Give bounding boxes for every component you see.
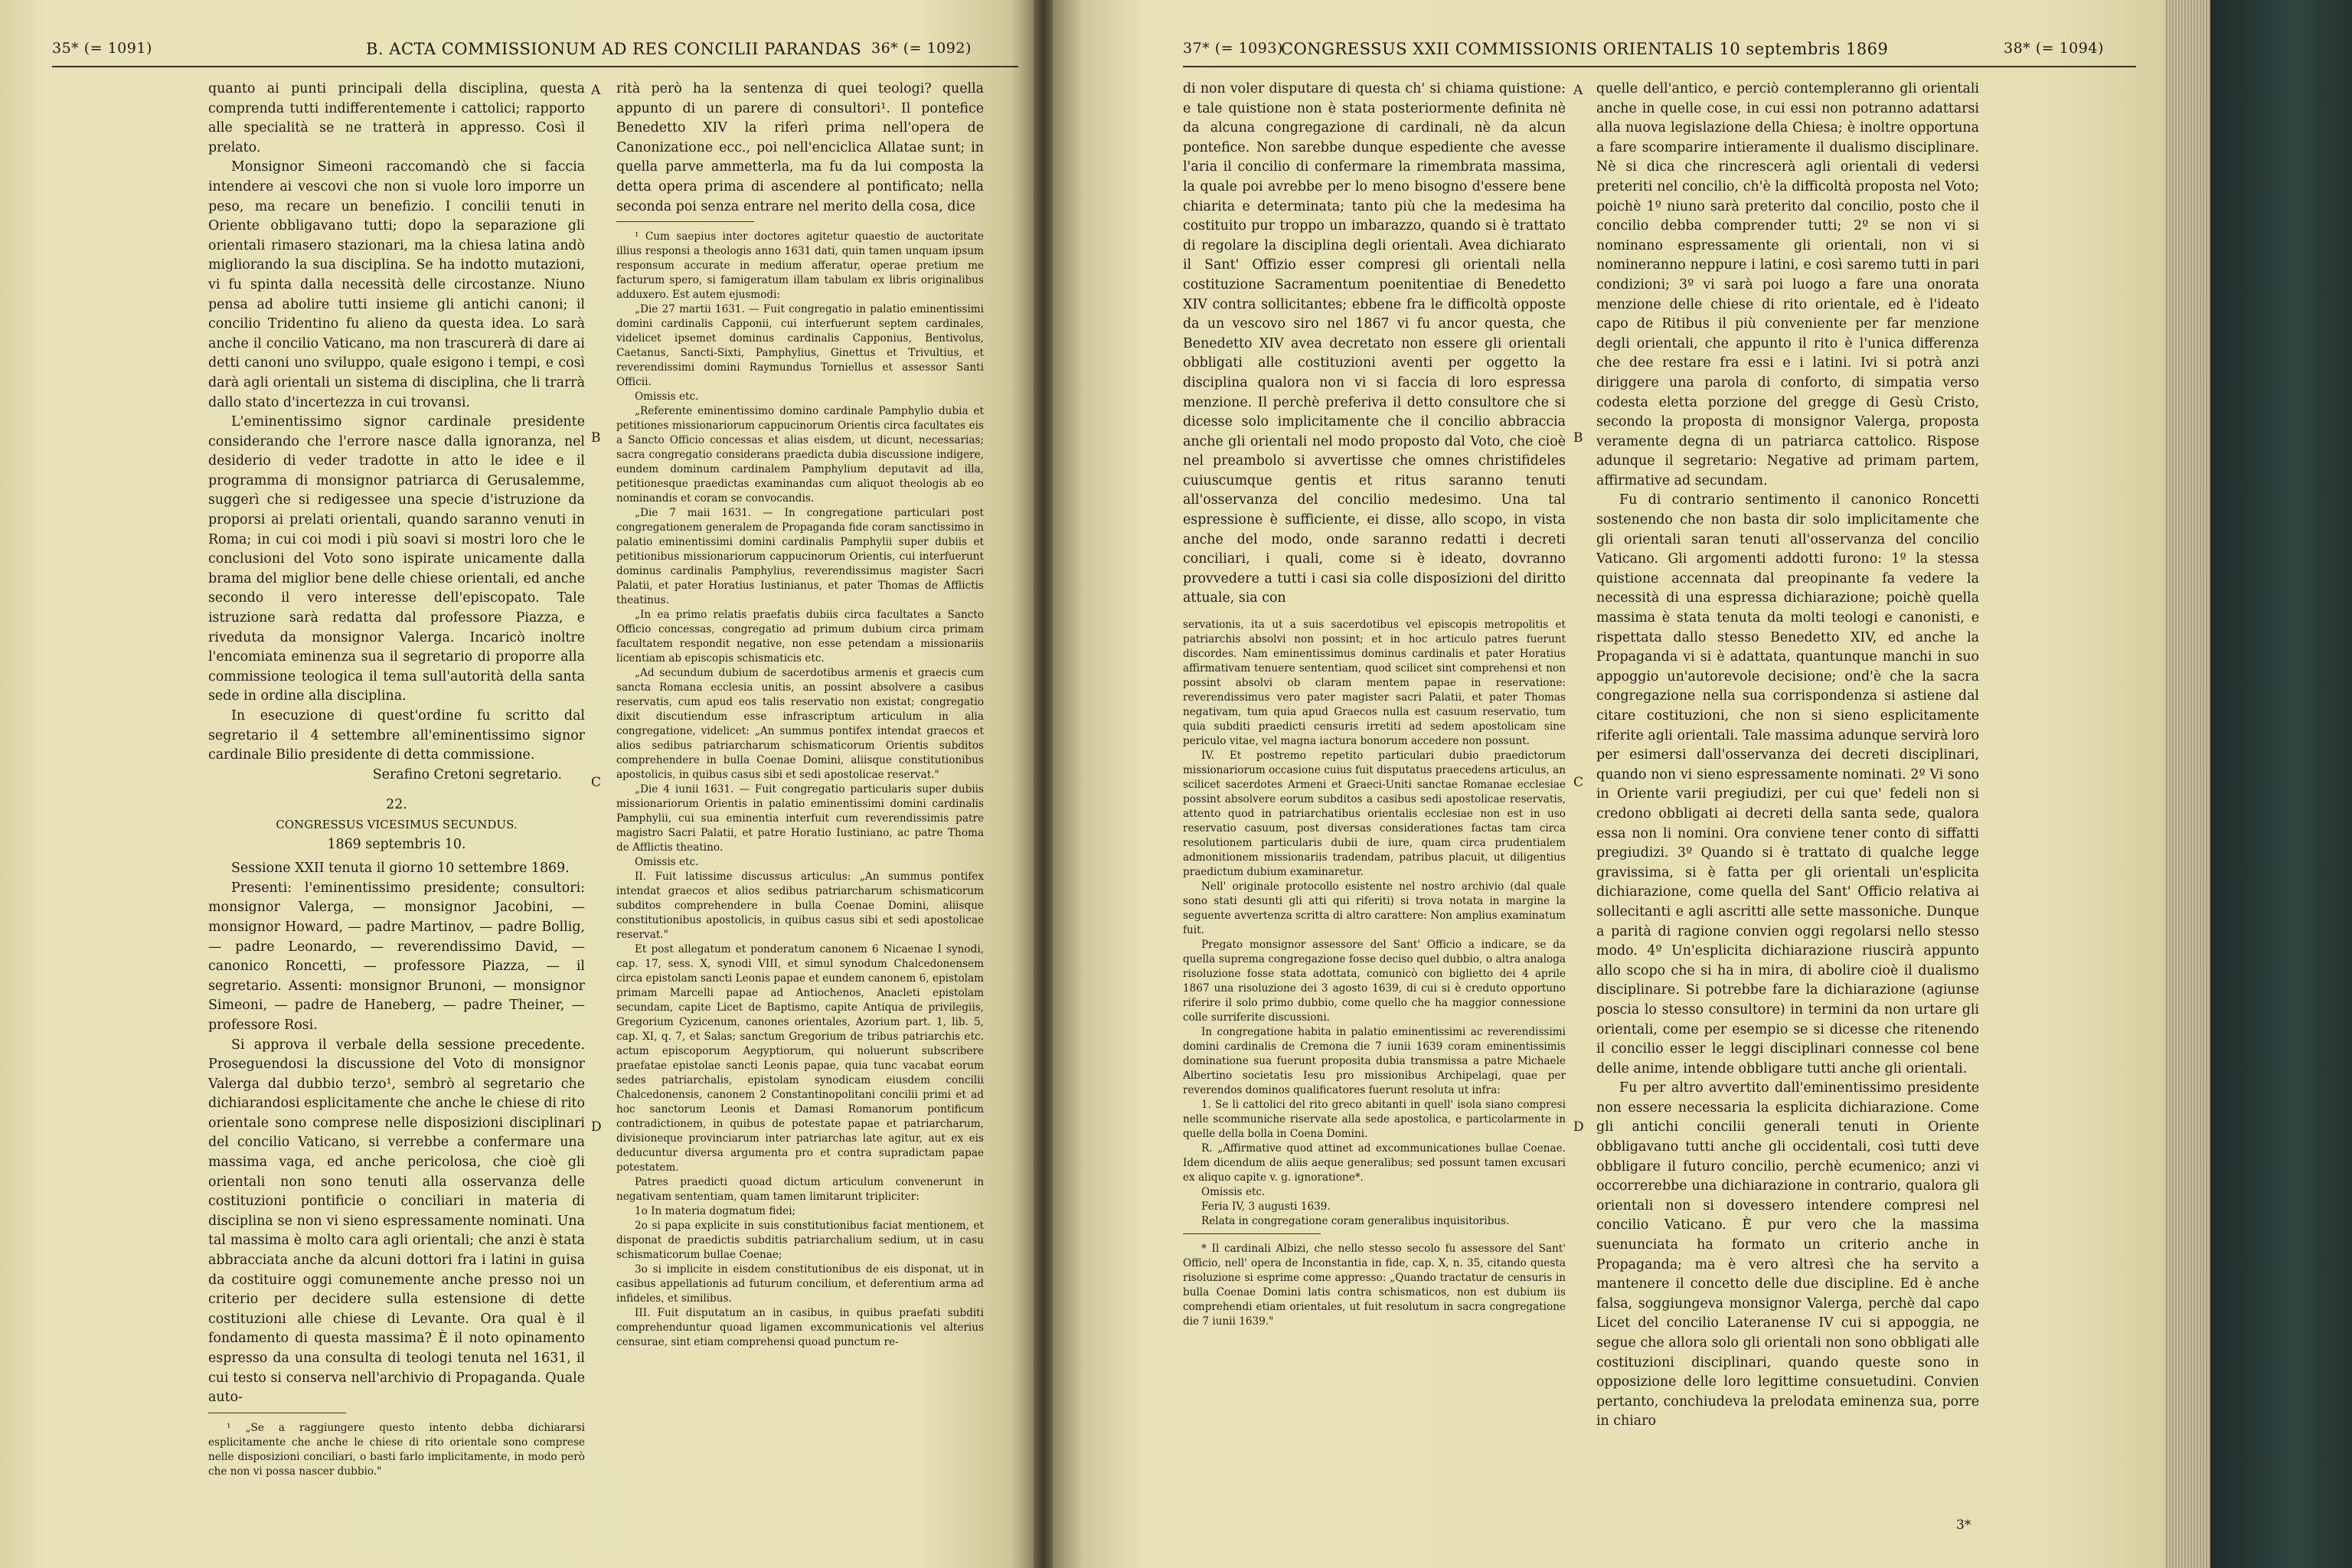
note: „Referente eminentissimo domino cardinale Pamphylio dubia et petitiones missionariorum cappucinorum Orientis circa facultates eis a Sancto Officio concessas et alias eisdem, ut dicunt, necessarias; sacra congregatio considerans praedicta dubia discussione indigere, eundem dominum cardinalem Pamphylium deputavit ad illa, petitionesque praedictas examinandas cum aliquot theologis ab eo nominandis et coram se convocandis. <box>616 405 984 505</box>
notes-block <box>1183 618 1566 1329</box>
margin-letter-d: D <box>591 1119 602 1135</box>
note: Feria IV, 3 augusti 1639. <box>1201 1200 1331 1214</box>
paragraph: L'eminentissimo signor cardinale presidente considerando che l'errore nasce dalla ignoranza, nel desiderio di veder tradotte in atto le idee e il programma di monsignor patriarca di Gerusalemme, suggerì che si redigessee una specie d'istruzione da proporsi ai prelati orientali, quando saranno venuti in Roma; in cui coi modi i più soavi si mostri loro che le conclusioni del Voto sono ispirate unicamente dalla brama del miglior bene delle chiese orientali, ed anche secondo il vero interesse dell'episcopato. Tale istruzione sarà redatta dal professore Piazza, e riveduta da monsignor Valerga. Incaricò inoltre l'encomiata eminenza sua il segretario di proporre alla commissione teologica il tema sull'autorità della santa sede in ordine alla disciplina. <box>208 414 585 704</box>
paragraph: Fu per altro avvertito dall'eminentissimo presidente non essere necessaria la esplicita dichiarazione. Come gli antichi concilii generali tenuti in Oriente obbligavano tutti anche gli occidentali, così tutti deve obbligare il futuro concilio, perchè ecumenico; anzi vi occorrerebbe una dichiarazione in contrario, qualora gli orientali non si dovessero intendere compresi nel concilio Vaticano. È pur vero che la massima suenunciata ha formato un criterio anche in Propaganda; ma è vero altresì che ha servito a mantenere il concetto delle due discipline. Ed è anche falsa, soggiungeva monsignor Valerga, perchè dal capo Licet del concilio Lateranense IV cui si appoggia, ne segue che allora solo gli orientali non sono obbligati alle costituzioni disciplinari, quando queste sono in opposizione delle loro legittime consuetudini. Convien pertanto, conchiudeva la prelodata eminenza sua, porre in chiaro <box>1596 1080 1979 1429</box>
note: „Die 27 martii 1631. — Fuit congregatio in palatio eminentissimi domini cardinalis Capponii, cui interfuerunt septem cardinales, videlicet ipsemet dominus cardinalis Capponius, Bentivolus, Caetanus, Sancti-Sixti, Pamphylius, Ginettus et Trivultius, et reverendissimi domini Raymundus Torniellus et assessor Santi Officii. <box>616 303 984 389</box>
footnote-rule <box>1183 1233 1321 1234</box>
note: Et post allegatum et ponderatum canonem 6 Nicaenae I synodi, cap. 17, sess. X, synodi VIII, et simul synodum Chalcedonensem circa epistolam sancti Leonis papae et eundem canonem 6, epistolam primam Marcelli papae ad Antiochenos, Anacleti epistolam secundam, capite Licet de Baptismo, capite Antiqua de privilegiis, Gregorium Cyzicenum, canones orientales, Azorium part. 1, lib. 5, cap. XI, q. 7, et Salas; sanctum Gregorium de tribus patriarchis etc. actum episcoporum Aegyptiorum, qui noluerunt subscribere praefatae epistolae sancti Leonis papae, quia tunc vacabat eorum sedes patriarchalis, epistolam synodicam eiusdem concilii Chalcedonensis, canonem 2 Constantinopolitani concilii primi et ad hoc sanctorum Leonis et Damasi Romanorum pontificum contradictionem, in quibus de potestate papae et patriarcharum, divisioneque provinciarum inter patriarchas late agitur, aut ex eis deducuntur diversa argumenta pro et contra supradictam papae potestatem. <box>616 943 984 1174</box>
margin-letter-a: A <box>1573 83 1583 98</box>
footnote-rule <box>616 221 754 222</box>
page-edges <box>2164 0 2210 1568</box>
right-page <box>1053 0 2164 1568</box>
margin-letter-c: C <box>591 775 602 790</box>
left-page-number-right: 36* (= 1092) <box>871 40 972 57</box>
margin-letter-b: B <box>1573 430 1583 446</box>
note: „Die 4 iunii 1631. — Fuit congregatio particularis super dubiis missionariorum Orientis in palatio eminentissimi domini cardinalis Pamphylii, cui sua eminentia interfuit cum reverendissimis patre magistro Sacri Palatii, et patre Horatio Iustiniano, ac patre Thoma de Afflictis theatino. <box>616 783 984 854</box>
margin-letter-a: A <box>591 83 601 98</box>
right-head-rule <box>1183 66 2136 67</box>
margin-letter-b: B <box>591 430 601 446</box>
margin-letter-c: C <box>1573 775 1584 790</box>
note: In congregatione habita in palatio eminentissimi ac reverendissimi domini cardinalis de Cremona die 7 iunii 1639 coram eminentissimis dominatione sua fuerunt proposita dubia transmissa a patre Michaele Albertino societatis Iesu pro missionibus Archipelagi, quae per reverendos dominos qualificatores fuerunt resoluta ut infra: <box>1183 1026 1566 1097</box>
book-gutter <box>1034 0 1053 1568</box>
note: servationis, ita ut a suis sacerdotibus vel episcopis metropolitis et patriarchis absolvi non possint; et in hoc articulo patres fuerunt discordes. Nam eminentissimus dominus cardinalis et pater Horatius affirmativam tenuere sententiam, quod scilicet sint comprehensi et non possint absolvi ob claram mentem papae in reservatione: reverendissimus vero pater magister sacri Palatii, et pater Thomas negativam, tum quia apud Graecos nulla est casuum reservatio, tum quia subditi praedicti censuris irretiti ad sedem apostolicam sine periculo vitae, vel magna iactura bonorum accedere non possunt. <box>1183 619 1566 748</box>
note: 1. Se li cattolici del rito greco abitanti in quell' isola siano compresi nelle scommuniche riservate alla sede apostolica, e particolarmente in quelle della bolla in Coena Domini. <box>1183 1099 1566 1141</box>
note: 3o si implicite in eisdem constitutionibus de eis disponat, ut in casibus appellationis ad futurum concilium, et deferentium arma ad infideles, et similibus. <box>616 1263 984 1305</box>
note: 1o In materia dogmatum fidei; <box>635 1205 796 1218</box>
left-running-head <box>52 40 1018 67</box>
paragraph: Fu di contrario sentimento il canonico Roncetti sostenendo che non basta dir solo implicitamente che gli orientali saran tenuti all'osservanza del concilio Vaticano. Gli argomenti addotti furono: 1º la stessa quistione accennata dal preopinante fa vedere la necessità di una espressa dichiarazione; poichè quella massima è stata tenuta da molti teologi e canonisti, e rispettata dallo stesso Benedetto XIV, ed anche la Propaganda vi si è adattata, quantunque manchi in suo appoggio un'autorevole decisione; ond'è che la sacra congregazione nella sua corrispondenza si astiene dal citare costituzioni, che non si sieno esplicitamente riferite agli orientali. Tale massima adunque servirà loro per esimersi dall'osservanza dei decreti disciplinari, quando non vi sieno espressamente nominati. 2º Vi sono in Oriente varii pregiudizi, per cui que' fedeli non si credono obbligati ai decreti della santa sede, qualora essa non li nomini. Ora conviene tener conto di siffatti pregiudizi. 3º Quando si è trattato di qualche legge gravissima, si è fatta per gli orientali un'esplicita dichiarazione, come quella del Sant' Officio relativa ai sollecitanti e agli ascritti alle sette massoniche. Dunque a parità di ragione convien oggi regolarsi nello stesso modo. 4º Un'esplicita dichiarazione riuscirà appunto allo scopo che si ha in mira, di abolire cioè il dualismo disciplinare. Si potrebbe fare la dichiarazione (agiunse poscia lo stesso consultore) in termini da non urtare gli orientali, come per esempio se si dicesse che ritenendo il concilio esser le leggi disciplinari connesse col bene delle anime, intende obbligare tutti anche gli orientali. <box>1596 492 1979 1076</box>
right-running-head <box>1183 40 2136 67</box>
footnote: ¹ „Se a raggiungere questo intento debba dichiararsi esplicitamente che anche le chiese di rito orientale sono comprese nelle disposizioni conciliari, o basti farlo implicitamente, in modo però che non vi possa nascer dubbio." <box>208 1421 585 1478</box>
note: IV. Et postremo repetito particulari dubio praedictorum missionariorum occasione cuius fuit disputatus praecedens articulus, an scilicet sacerdotes Armeni et Graeci-Uniti sanctae Romanae ecclesiae possint absolvere eorum subditos a casibus sedi apostolicae reservatis, attento quod in patriarchatibus orientalis ecclesiae non est in uso reservatio casuum, post diversas considerationes factas tam circa resolutionem particularis dubii de iure, quam circa prudentialem admonitionem missionariis tradendam, patribus placuit, ut diligentius praedictum dubium examinaretur. <box>1183 750 1566 879</box>
paragraph: In esecuzione di quest'ordine fu scritto dal segretario il 4 settembre all'eminentissimo signor cardinale Bilio presidente di detta commissione. <box>208 708 585 763</box>
footnote: * Il cardinali Albizi, che nello stesso secolo fu assessore del Sant' Officio, nell' opera de Inconstantia in fide, cap. X, n. 35, citando questa risoluzione si esprime come appresso: „Quando tractatur de censuris in bulla Coenae Domini latis contra schismaticos, non est dubium iis comprehendi etiam orientales, ut fuit resolutum in sacra congregatione die 7 iunii 1639." <box>1183 1243 1566 1328</box>
note: II. Fuit latissime discussus articulus: „An summus pontifex intendat graecos et alios sedibus patriarcharum schismaticorum subditos comprehendere in bulla Coenae Domini, aliisque constitutionibus apostolicis, in quibus casus sibi et sedi apostolicae reservat." <box>616 871 984 942</box>
left-column-2 <box>616 80 984 1534</box>
note: „Ad secundum dubium de sacerdotibus armenis et graecis cum sancta Romana ecclesia unitis, an possint absolvere a casibus reservatis, cum apud eos talis reservatio non existat; congregatio dixit discutiendum esse infrascriptum articulum in alia congregatione, videlicet: „An summus pontifex intendat graecos et alios sedibus patriarcharum schismaticorum Orientis subditos comprehendere in bulla Coenae Domini, aliisque constitutionibus apostolicis, in quibus casus sibi et sedi apostolicae reservat." <box>616 667 984 782</box>
note: Patres praedicti quoad dictum articulum convenerunt in negativam sententiam, quam tamen limitarunt tripliciter: <box>616 1176 984 1204</box>
paragraph: quelle dell'antico, e perciò contempleranno gli orientali anche in quelle cose, in cui essi non potranno adattarsi alla nuova legislazione della Chiesa; è inoltre opportuna a fare scomparire intieramente il dualismo disciplinare. Nè si dica che rincrescerà agli orientali di vedersi preteriti nel concilio, ch'è la difficoltà proposta nel Voto; poichè 1º niuno sarà preterito dal concilio, posto che il concilio debba comprender tutti; 2º se non vi si nominano espressamente gli orientali, non vi si nomineranno neppure i latini, e così saremo tutti in pari condizioni; 3º vi sarà poi luogo a fare una onorata menzione delle chiese di rito orientale, ed è l'ideato capo de Ritibus il più conveniente per far menzione degli orientali, che appunto il rito è l'unica differenza che dee restare fra essi e i latini. Ivi si potrà anzi diriggere una parola di conforto, di simpatia verso codesta eletta porzione del gregge di Gesù Cristo, secondo la proposta di monsignor Valerga, proposta veramente degna di un patriarca cattolico. Rispose adunque il segretario: Negative ad primam partem, affirmative ad secundam. <box>1596 81 1979 488</box>
paragraph: Sessione XXII tenuta il giorno 10 settembre 1869. <box>231 861 570 877</box>
left-page-number-left: 35* (= 1091) <box>52 40 152 57</box>
right-column-2 <box>1596 80 1979 1511</box>
note: Relata in congregatione coram generalibus inquisitoribus. <box>1201 1215 1510 1228</box>
paragraph: Si approva il verbale della sessione precedente. Proseguendosi la discussione del Voto di monsignor Valerga dal dubbio terzo¹, sembrò al segretario che dichiarandosi esplicitamente che anche le chiese di rito orientale sono comprese nelle disposizioni disciplinari del concilio Vaticano, si verrebbe a confermare una massima vaga, ed anche pericolosa, che cioè gli orientali non sono tenuti alla osservanza delle costituzioni pontificie o conciliari in materia di disciplina se non vi sieno espressamente nominati. Una tal massima è molto cara agli orientali; che anzi è stata abbracciata anche da alcuni dottori fra i latini in guisa da costituire oggi comunemente anche presso noi un criterio per decidere sulla estensione di dette costituzioni alle chiese di Levante. Ora qual è il fondamento di questa massima? È il noto opinamento espresso da una consulta di teologi tenuta nel 1631, il cui testo si conserva nell'archivio di Propaganda. Quale auto- <box>208 1037 585 1406</box>
note: III. Fuit disputatum an in casibus, in quibus praefati subditi comprehenduntur quoad ligamen excommunicationis vel alterius censurae, sint etiam comprehensi quoad punctum re- <box>616 1307 984 1349</box>
signature: Serafino Cretoni segretario. <box>372 766 562 782</box>
left-head-rule <box>52 66 1018 67</box>
right-running-title: CONGRESSUS XXII COMMISSIONIS ORIENTALIS 10 septembris 1869 <box>1281 40 1889 58</box>
right-column-1 <box>1183 80 1566 1534</box>
note: Omissis etc. <box>635 856 699 869</box>
footnotes-block <box>616 230 984 1350</box>
paragraph: quanto ai punti principali della disciplina, questa comprenda tutti indifferentemente i cattolici; rapporto alle specialità se ne tratterà in appresso. Così il prelato. <box>208 81 585 155</box>
section-date: 1869 septembris 10. <box>327 836 466 852</box>
left-running-title: B. ACTA COMMISSIONUM AD RES CONCILII PARANDAS <box>366 40 862 58</box>
section-title: CONGRESSUS VICESIMUS SECUNDUS. <box>276 817 518 831</box>
note: Omissis etc. <box>1201 1186 1266 1199</box>
left-page <box>0 0 1034 1568</box>
book-cover <box>2210 0 2352 1568</box>
left-column-1 <box>208 80 585 1534</box>
note: R. „Affirmative quod attinet ad excommunicationes bullae Coenae. Idem dicendum de aliis aeque generalibus; sed possunt tamen excusari ex aliquo capite v. g. ignoratione*. <box>1183 1142 1566 1184</box>
note: Nell' originale protocollo esistente nel nostro archivio (dal quale sono stati desunti gli atti qui riferiti) si trova notata in margine la seguente avvertenza scritta di altro carattere: Non amplius examinatum fuit. <box>1183 880 1566 937</box>
note: Pregato monsignor assessore del Sant' Officio a indicare, se da quella suprema congregazione fosse deciso quel dubbio, o altra analoga risoluzione fosse stata adottata, comunicò con biglietto dei 4 aprile 1867 una risoluzione dei 3 agosto 1639, di cui si è creduto opportuno riferire il solo primo dubbio, come quello che ha maggior connessione colle surriferite discussioni. <box>1183 939 1566 1024</box>
right-page-number-left: 37* (= 1093) <box>1183 40 1283 57</box>
note: „In ea primo relatis praefatis dubiis circa facultates a Sancto Officio concessas, congregatio ad primum dubium circa primam facultatem respondit negative, non esse petendam a missionariis licentiam ab episcopis schismaticis etc. <box>616 609 984 665</box>
paragraph: di non voler disputare di questa ch' si chiama quistione: e tale quistione non è stata posteriormente definita nè da alcuna congregazione di cardinali, nè da alcun pontefice. Non sarebbe dunque espediente che avesse l'aria il concilio di confermare la rimembrata massima, la quale poi avrebbe per lo meno bisogno d'essere bene chiarita e determinata; tanto più che la medesima ha costituito pur troppo un imbarazzo, quando si è trattato di regolare la disciplina degli orientali. Avea dichiarato il Sant' Offizio esser compresi gli orientali nella costituzione Sacramentum poenitentiae di Benedetto XIV contra sollicitantes; ebbene fra le difficoltà opposte da un vescovo siro nel 1867 vi fu ancor questa, che Benedetto XIV avea decretato non essere gli orientali obbligati alle costituzioni aventi per oggetto la disciplina qualora non vi si faccia di loro espressa menzione. Il perchè preferiva il detto consultore che si dicesse solo implicitamente che il concilio abbraccia anche gli orientali nel modo proposto dal Voto, che cioè nel preambolo si avvertisse che omnes christifideles cuiuscumque gentis et ritus saranno tenuti all'osservanza del concilio medesimo. Una tal espressione è sufficiente, ei disse, allo scopo, in vista anche del modo, onde saranno redatti i decreti conciliari, i quali, come si è ideato, dovranno provvedere a tutti i casi sia colle disposizioni del diritto attuale, sia con <box>1183 81 1566 606</box>
signature-mark: 3* <box>1956 1517 1971 1533</box>
paragraph: Monsignor Simeoni raccomandò che si faccia intendere ai vescovi che non si vuole loro imporre un peso, ma recare un benefizio. I concilii tenuti in Oriente obbligavano tutti; dopo la separazione gli orientali rimasero stazionari, ma la chiesa latina andò migliorando la sua disciplina. Se ha indotto mutazioni, vi fu spinta dalla necessità delle circostanze. Niuno pensa ad abolire tutti insieme gli antichi canoni; il concilio Tridentino fu alieno da questa idea. Lo sarà anche il concilio Vaticano, ma non trascurerà di dare ai detti canoni uno sviluppo, quale esigono i tempi, e così darà agli orientali un sistema di disciplina, che li trarrà dallo stato d'incertezza in cui trovansi. <box>208 159 585 410</box>
note: „Die 7 maii 1631. — In congregatione particulari post congregationem generalem de Propaganda fide coram sanctissimo in palatio eminentissimi domini cardinalis Pamphylii super dubiis et petitionibus missionariorum cappucinorum Orientis, cui interfuerunt dominus cardinalis Pamphylius, reverendissimus magister Sacri Palatii, et pater Horatius Iustinianus, et pater Thomas de Afflictis theatinus. <box>616 507 984 607</box>
section-number: 22. <box>386 797 407 813</box>
right-page-number-right: 38* (= 1094) <box>2004 40 2104 57</box>
note: ¹ Cum saepius inter doctores agitetur quaestio de auctoritate illius responsi a theologis anno 1631 dati, quin tamen unquam ipsum responsum accurate in medium afferatur, operae pretium me facturum spero, si famigeratum illam tabulam ex libris originalibus adduxero. Est autem ejusmodi: <box>616 230 984 302</box>
note: 2o si papa explicite in suis constitutionibus faciat mentionem, et disponat de praedictis subditis patriarchalium sedium, ut in casu schismaticorum bullae Coenae; <box>616 1220 984 1262</box>
margin-letter-d: D <box>1573 1119 1584 1135</box>
note: Omissis etc. <box>635 390 699 403</box>
paragraph: rità però ha la sentenza di quei teologi? quella appunto di un parere di consultori¹. Il pontefice Benedetto XIV la riferì prima nell'opera de Canonizatione ecc., poi nell'enciclica Allatae sunt; in quella parve ammetterla, ma fu da lui composta la detta opera prima di ascendere al pontificato; nella seconda poi senza entrare nel merito della cosa, dice <box>616 81 984 214</box>
paragraph: Presenti: l'eminentissimo presidente; consultori: monsignor Valerga, — monsignor Jacobini, — monsignor Howard, — padre Martinov, — padre Bollig, — padre Leonardo, — reverendissimo David, — canonico Roncetti, — professore Piazza, — il segretario. Assenti: monsignor Brunoni, — monsignor Simeoni, — padre de Haneberg, — padre Theiner, — professore Rosi. <box>208 880 585 1033</box>
